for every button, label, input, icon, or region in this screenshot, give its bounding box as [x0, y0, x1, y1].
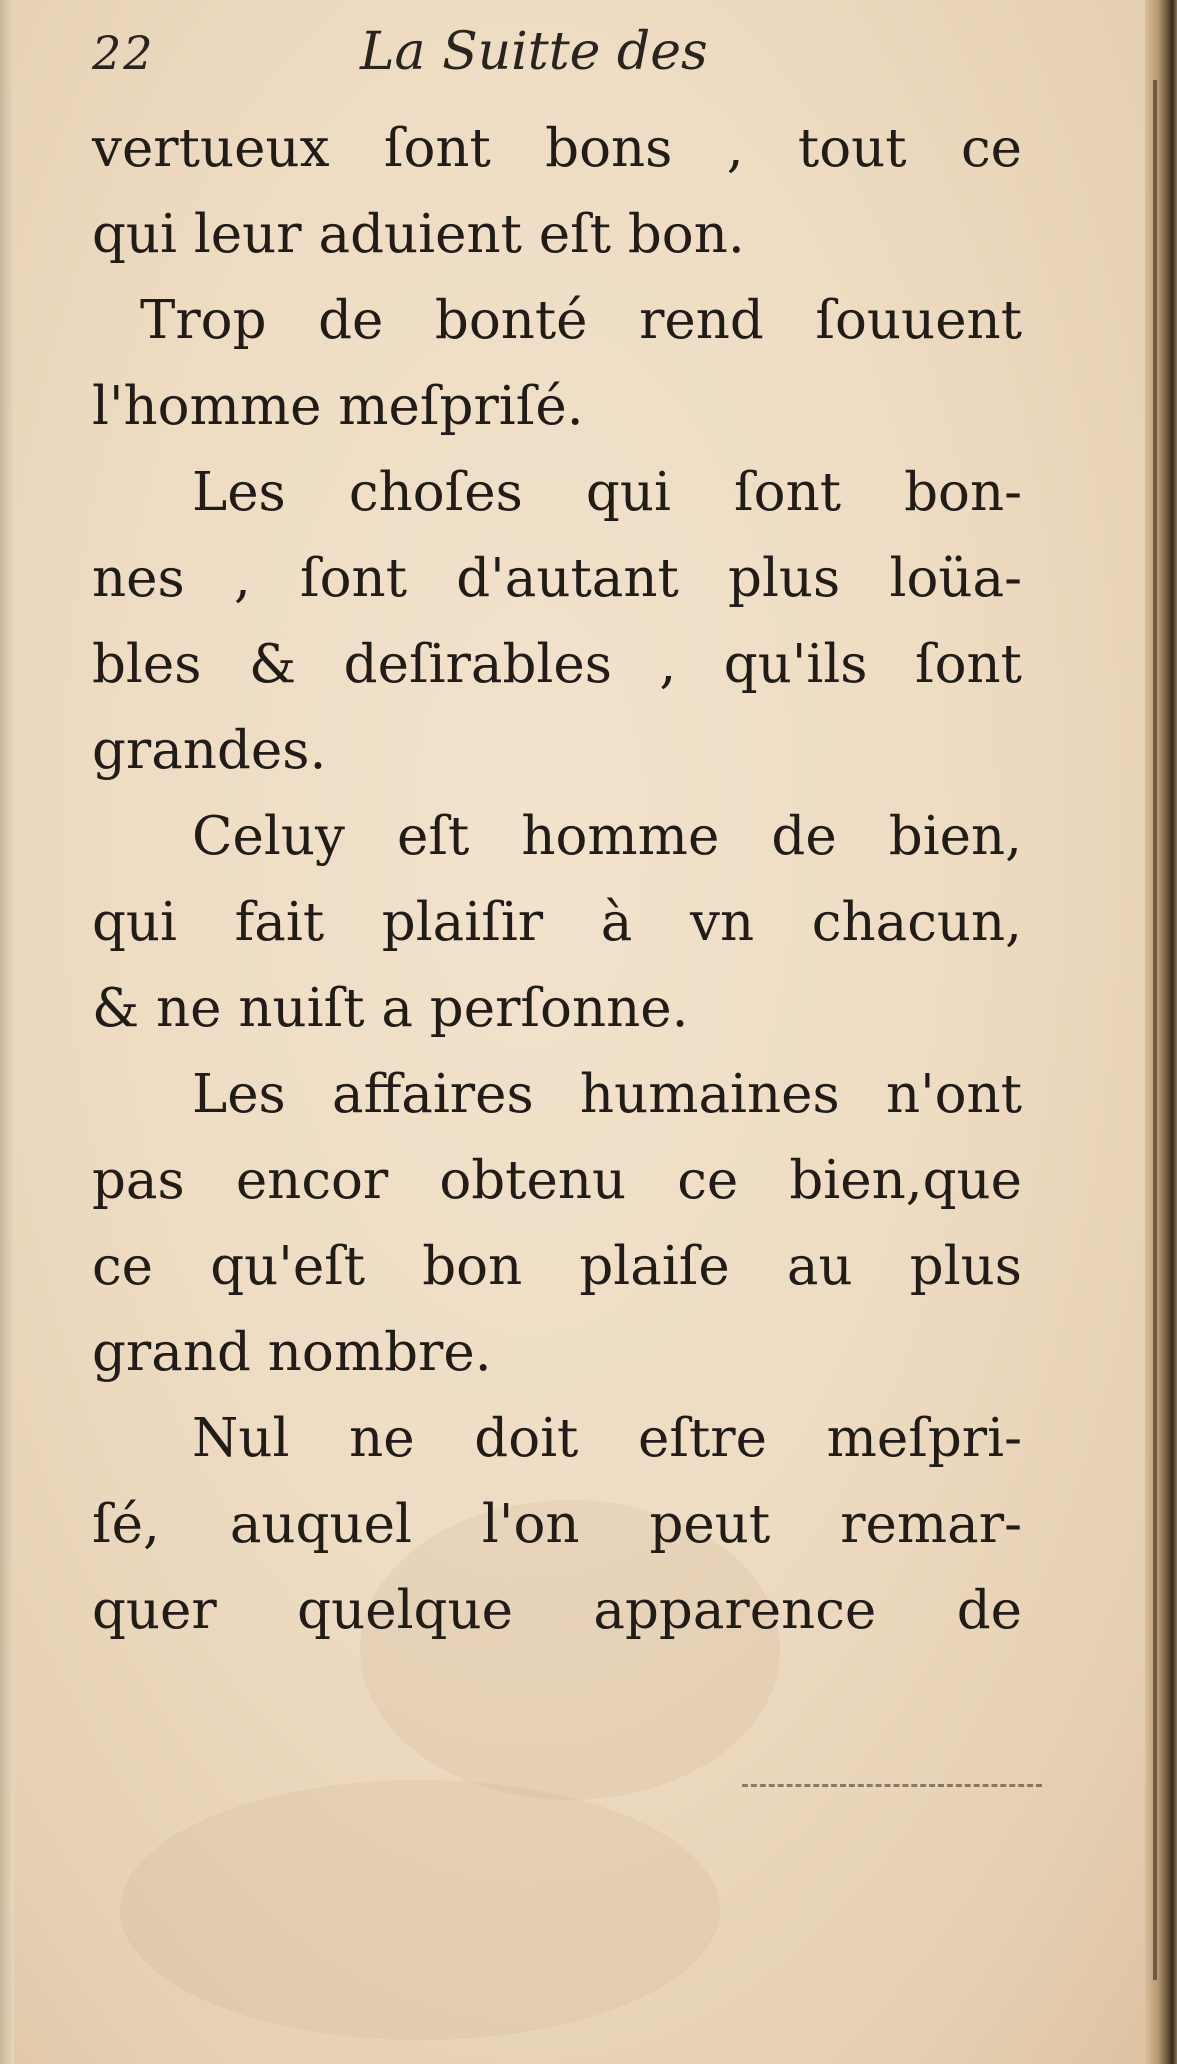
text-line: Les choſes qui ſont bon-	[192, 462, 1022, 523]
paper-stain	[120, 1780, 720, 2040]
text-line: Celuy eſt homme de bien,	[192, 806, 1022, 867]
text-line: Les affaires humaines n'ont	[192, 1064, 1022, 1125]
text-line: qui fait plaiſir à vn chacun,	[92, 892, 1022, 953]
text-line: l'homme meſpriſé.	[92, 376, 584, 437]
page-number: 22	[92, 26, 155, 80]
text-line: qui leur aduient eſt bon.	[92, 204, 745, 265]
text-line: bles & deſirables , qu'ils ſont	[92, 634, 1022, 695]
book-binding-edge	[1145, 0, 1177, 2064]
text-line: grandes.	[92, 720, 327, 781]
text-line: & ne nuiſt a perſonne.	[92, 978, 689, 1039]
running-head	[92, 18, 792, 88]
text-line: Nul ne doit eſtre meſpri-	[192, 1408, 1022, 1469]
text-line: vertueux ſont bons , tout ce	[92, 118, 1022, 179]
text-line: ſé, auquel l'on peut remar-	[92, 1494, 1022, 1555]
text-line: grand nombre.	[92, 1322, 492, 1383]
text-line: quer quelque apparence de	[92, 1580, 1022, 1641]
text-line: ce qu'eſt bon plaiſe au plus	[92, 1236, 1022, 1297]
text-line: pas encor obtenu ce bien,que	[92, 1150, 1022, 1211]
text-line: Trop de bonté rend ſouuent	[140, 290, 1022, 351]
underline-mark	[742, 1784, 1042, 1791]
page-left-edge	[0, 0, 14, 2064]
text-line: nes , ſont d'autant plus loüa-	[92, 548, 1022, 609]
body-text	[92, 106, 1022, 1654]
running-title: La Suitte des	[360, 22, 708, 82]
